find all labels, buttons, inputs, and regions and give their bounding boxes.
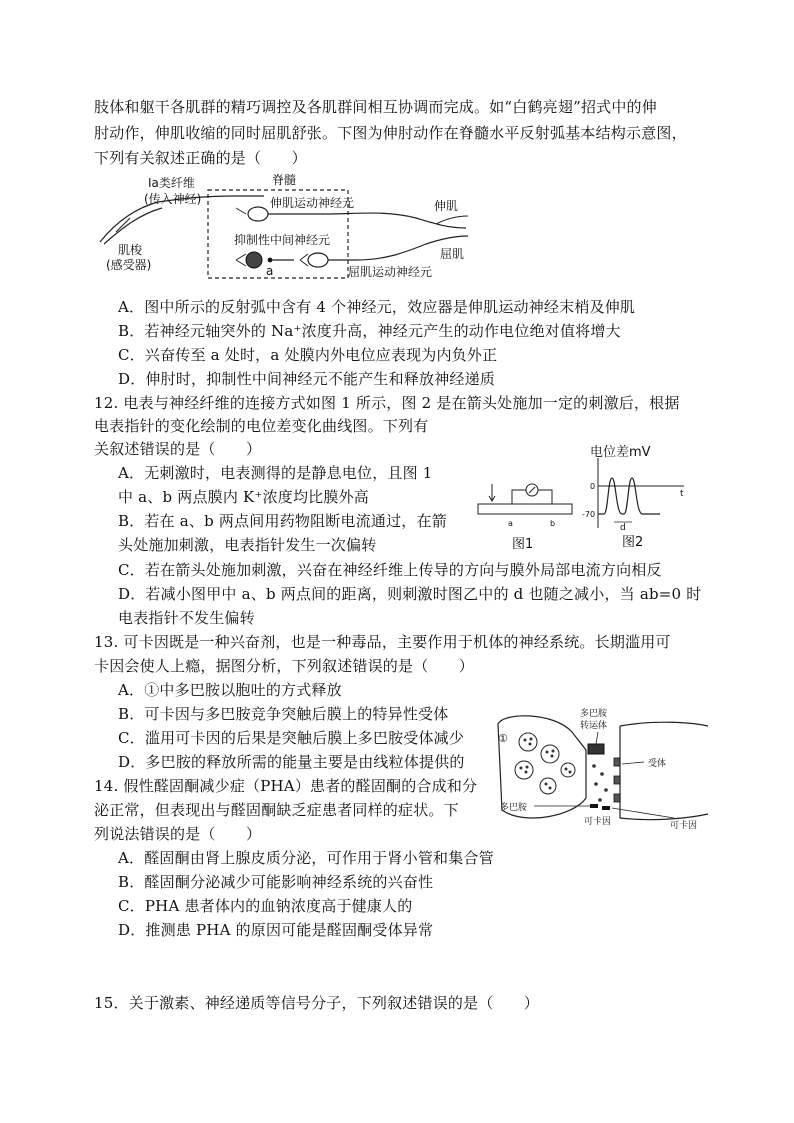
dopamine-transporter xyxy=(588,744,604,754)
cocaine-molecule xyxy=(602,806,610,810)
vesicle xyxy=(515,761,533,779)
intro-line-3: 下列有关叙述正确的是（ ） xyxy=(94,149,307,167)
fig2-neg70: -70 xyxy=(582,510,596,519)
q14-stem-1: 14. 假性醛固酮减少症（PHA）患者的醛固酮的合成和分 xyxy=(94,777,478,795)
fig2-t: t xyxy=(680,489,684,499)
label-circle-1: ① xyxy=(498,732,508,745)
fig2-caption: 图2 xyxy=(622,535,644,550)
q12-option-c: C．若在箭头处施加刺激，兴奋在神经纤维上传导的方向与膜外局部电流方向相反 xyxy=(118,561,662,579)
receptor xyxy=(614,794,620,802)
intro-line-2: 肘动作，伸肌收缩的同时屈肌舒张。下图为伸肘动作在脊髓水平反射弧基本结构示意图， xyxy=(94,124,687,142)
q13-option-b: B．可卡因与多巴胺竞争突触后膜上的特异性受体 xyxy=(118,705,449,723)
fig2-ylabel: 电位差mV xyxy=(590,445,651,460)
q14-stem-2: 泌正常，但表现出与醛固酮缺乏症患者同样的症状。下 xyxy=(94,801,459,819)
q14-option-c: C．PHA 患者体内的血钠浓度高于健康人的 xyxy=(118,897,413,915)
q12-option-b-2: 头处施加刺激，电表指针发生一次偏转 xyxy=(118,536,377,554)
q14-option-b: B．醛固酮分泌减少可能影响神经系统的兴奋性 xyxy=(118,873,434,891)
q14-stem-3: 列说法错误的是（ ） xyxy=(94,825,262,843)
q12-stem-2: 电表指针的变化绘制的电位差变化曲线图。下列有 xyxy=(94,417,429,435)
label-dopamine: 多巴胺 xyxy=(500,803,528,813)
q11-option-d: D．伸肘时，抑制性中间神经元不能产生和释放神经递质 xyxy=(118,370,496,388)
q15-stem: 15．关于激素、神经递质等信号分子，下列叙述错误的是（ ） xyxy=(94,994,540,1012)
label-point-a: a xyxy=(266,264,274,278)
cocaine-molecule xyxy=(590,804,598,808)
label-transporter-2: 转运体 xyxy=(580,721,608,731)
muscle-spindle xyxy=(100,202,158,242)
receptor xyxy=(614,758,620,766)
q14-option-a: A．醛固酮由肾上腺皮质分泌，可作用于肾小管和集合管 xyxy=(118,849,494,867)
q13-option-a: A．①中多巴胺以胞吐的方式释放 xyxy=(118,681,342,699)
q12-option-d-1: D．若减小图甲中 a、b 两点间的距离，则刺激时图乙中的 d 也随之减小，当 ab=0 时 xyxy=(118,585,702,603)
flexor-motor-neuron xyxy=(308,253,328,267)
electrometer-figure xyxy=(474,438,698,552)
postsynaptic-membrane xyxy=(620,722,708,819)
point-a-dot xyxy=(268,258,273,263)
q12-stem-1: 12. 电表与神经纤维的连接方式如图 1 所示，图 2 是在箭头处施加一定的刺激后，根据 xyxy=(94,394,680,412)
q12-option-d-2: 电表指针不发生偏转 xyxy=(118,609,255,627)
q12-option-a-2: 中 a、b 两点膜内 K⁺浓度均比膜外高 xyxy=(118,488,369,506)
q12-stem-3: 关叙述错误的是（ ） xyxy=(94,440,262,458)
fig1-label-a: a xyxy=(508,519,513,528)
q11-option-a: A．图中所示的反射弧中含有 4 个神经元，效应器是伸肌运动神经末梢及伸肌 xyxy=(118,298,636,316)
q13-option-c: C．滥用可卡因的后果是突触后膜上多巴胺受体减少 xyxy=(118,729,465,747)
q11-option-b: B．若神经元轴突外的 Na⁺浓度升高，神经元产生的动作电位绝对值将增大 xyxy=(118,322,621,340)
label-cocaine-2: 可卡因 xyxy=(670,821,698,831)
q13-option-d: D．多巴胺的释放所需的能量主要是由线粒体提供的 xyxy=(118,753,465,771)
vesicle xyxy=(561,763,575,777)
vesicle xyxy=(540,778,556,794)
label-transporter-1: 多巴胺 xyxy=(580,709,608,719)
vesicle xyxy=(541,745,559,763)
nerve-fiber xyxy=(478,504,572,514)
synapse-figure xyxy=(494,706,710,834)
fig2-d: d xyxy=(620,523,626,533)
label-flexor: 屈肌 xyxy=(440,247,465,261)
label-receptor: 受体 xyxy=(648,759,667,769)
label-receptor: (感受器) xyxy=(106,258,152,272)
label-afferent: (传入神经) xyxy=(144,192,202,206)
fig2-zero: 0 xyxy=(590,482,596,491)
q13-stem-1: 13. 可卡因既是一种兴奋剂，也是一种毒品，主要作用于机体的神经系统。长期滥用可 xyxy=(94,633,671,651)
vesicle xyxy=(519,733,537,751)
q14-option-d: D．推测患 PHA 的原因可能是醛固酮受体异常 xyxy=(118,921,434,939)
intro-line-1: 肢体和躯干各肌群的精巧调控及各肌群间相互协调而完成。如“白鹤亮翅”招式中的伸 xyxy=(94,98,657,116)
label-inhibitory-interneuron: 抑制性中间神经元 xyxy=(234,233,331,247)
label-ia-fiber: Ia类纤维 xyxy=(148,176,195,190)
label-spindle: 肌梭 xyxy=(118,243,143,257)
label-extensor: 伸肌 xyxy=(434,199,459,213)
label-extensor-motor-neuron: 伸肌运动神经元 xyxy=(270,196,355,210)
q12-option-a-1: A．无刺激时，电表测得的是静息电位，且图 1 xyxy=(118,464,433,482)
extensor-motor-neuron xyxy=(248,207,268,221)
label-cocaine-1: 可卡因 xyxy=(584,817,612,827)
reflex-arc-figure xyxy=(96,172,476,280)
label-spinal-cord: 脊髓 xyxy=(272,173,297,187)
fig1-label-b: b xyxy=(550,519,556,528)
inhibitory-interneuron xyxy=(246,252,262,268)
q12-option-b-1: B．若在 a、b 两点间用药物阻断电流通过，在箭 xyxy=(118,512,447,530)
fig1-caption: 图1 xyxy=(512,537,534,552)
label-flexor-motor-neuron: 屈肌运动神经元 xyxy=(348,265,433,279)
q13-stem-2: 卡因会使人上瘾，据图分析，下列叙述错误的是（ ） xyxy=(94,657,475,675)
q11-option-c: C．兴奋传至 a 处时，a 处膜内外电位应表现为内负外正 xyxy=(118,346,498,364)
fig2-curve xyxy=(598,478,660,514)
receptor xyxy=(614,776,620,784)
